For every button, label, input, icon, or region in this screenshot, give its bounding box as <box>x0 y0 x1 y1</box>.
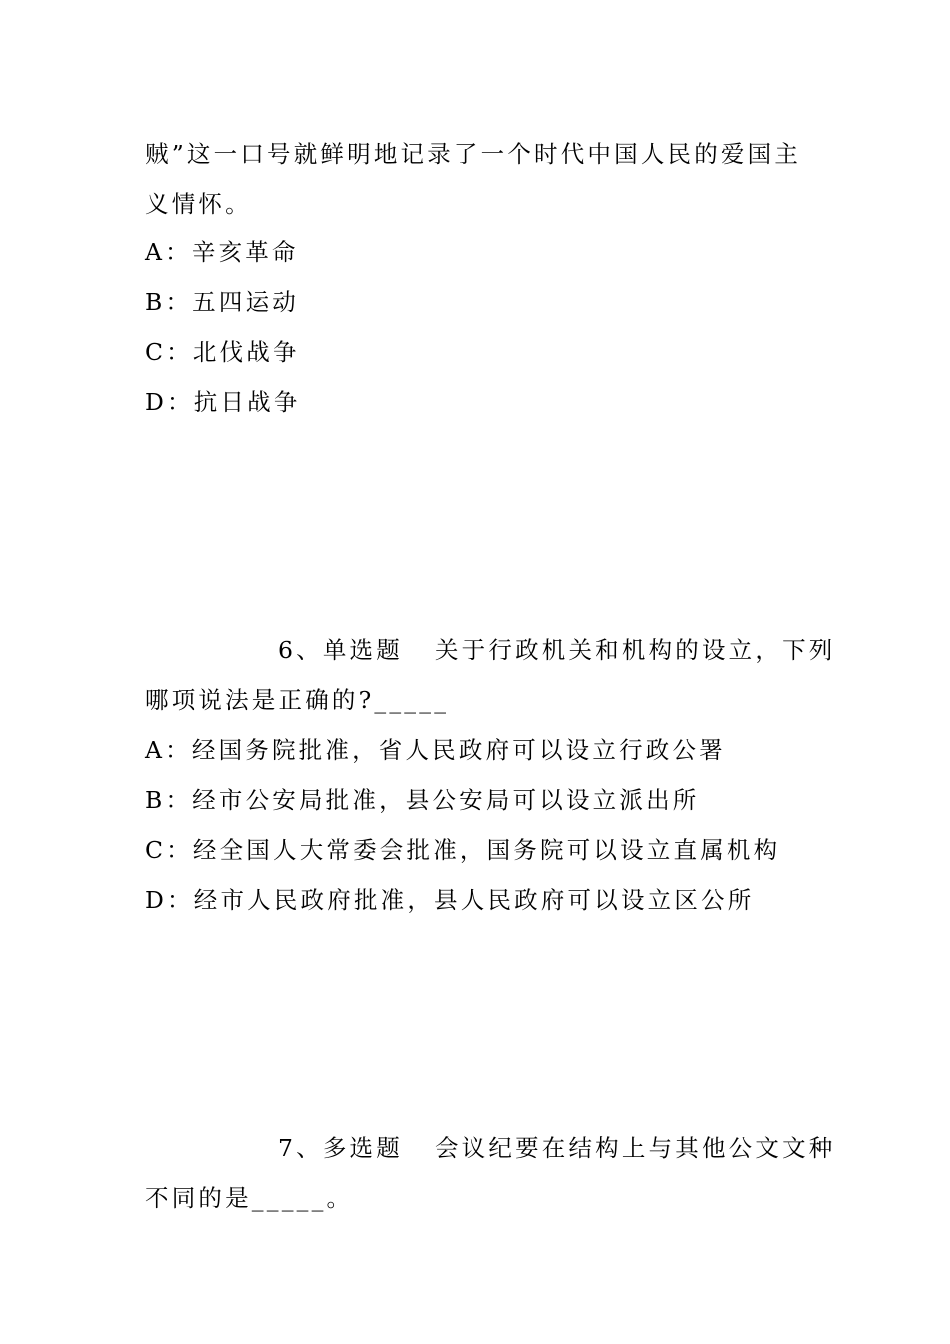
question-text: 关于行政机关和机构的设立，下列 <box>434 636 836 664</box>
q6-option-b <box>145 785 810 815</box>
option-text: 经国务院批准，省人民政府可以设立行政公署 <box>191 736 726 764</box>
option-key: C： <box>145 338 193 366</box>
q5-stem-line-2: 义情怀。 <box>145 190 252 218</box>
option-key: B： <box>145 288 193 316</box>
q5-stem-line-1: 贼”这一口号就鲜明地记录了一个时代中国人民的爱国主 <box>145 140 802 168</box>
option-key: C： <box>145 836 193 864</box>
question-number: 7、多选题 <box>278 1134 403 1162</box>
q6-option-a <box>145 735 810 765</box>
q6-option-c <box>145 835 810 865</box>
q5-option-a <box>145 237 810 267</box>
option-key: D： <box>145 388 194 416</box>
q6-option-d <box>145 885 810 915</box>
q6-stem-line-1 <box>278 635 836 665</box>
question-number: 6、单选题 <box>278 636 403 664</box>
q5-option-c <box>145 337 810 367</box>
option-text: 辛亥革命 <box>191 238 299 266</box>
option-text: 经全国人大常委会批准，国务院可以设立直属机构 <box>192 836 781 864</box>
option-key: D： <box>145 886 194 914</box>
option-text: 抗日战争 <box>193 388 301 416</box>
q5-option-d <box>145 387 810 417</box>
option-text: 五四运动 <box>192 288 299 316</box>
q7-stem-line-1 <box>278 1133 836 1163</box>
question-text: 会议纪要在结构上与其他公文文种 <box>434 1134 836 1162</box>
q7-stem-line-2: 不同的是_____。 <box>145 1184 354 1212</box>
option-text: 经市人民政府批准，县人民政府可以设立区公所 <box>193 886 755 914</box>
q5-option-b <box>145 287 810 317</box>
option-key: A： <box>145 736 192 764</box>
option-key: A： <box>145 238 192 266</box>
option-key: B： <box>145 786 193 814</box>
option-text: 经市公安局批准，县公安局可以设立派出所 <box>192 786 700 814</box>
q6-stem-line-2: 哪项说法是正确的?_____ <box>145 686 450 714</box>
option-text: 北伐战争 <box>192 338 300 366</box>
